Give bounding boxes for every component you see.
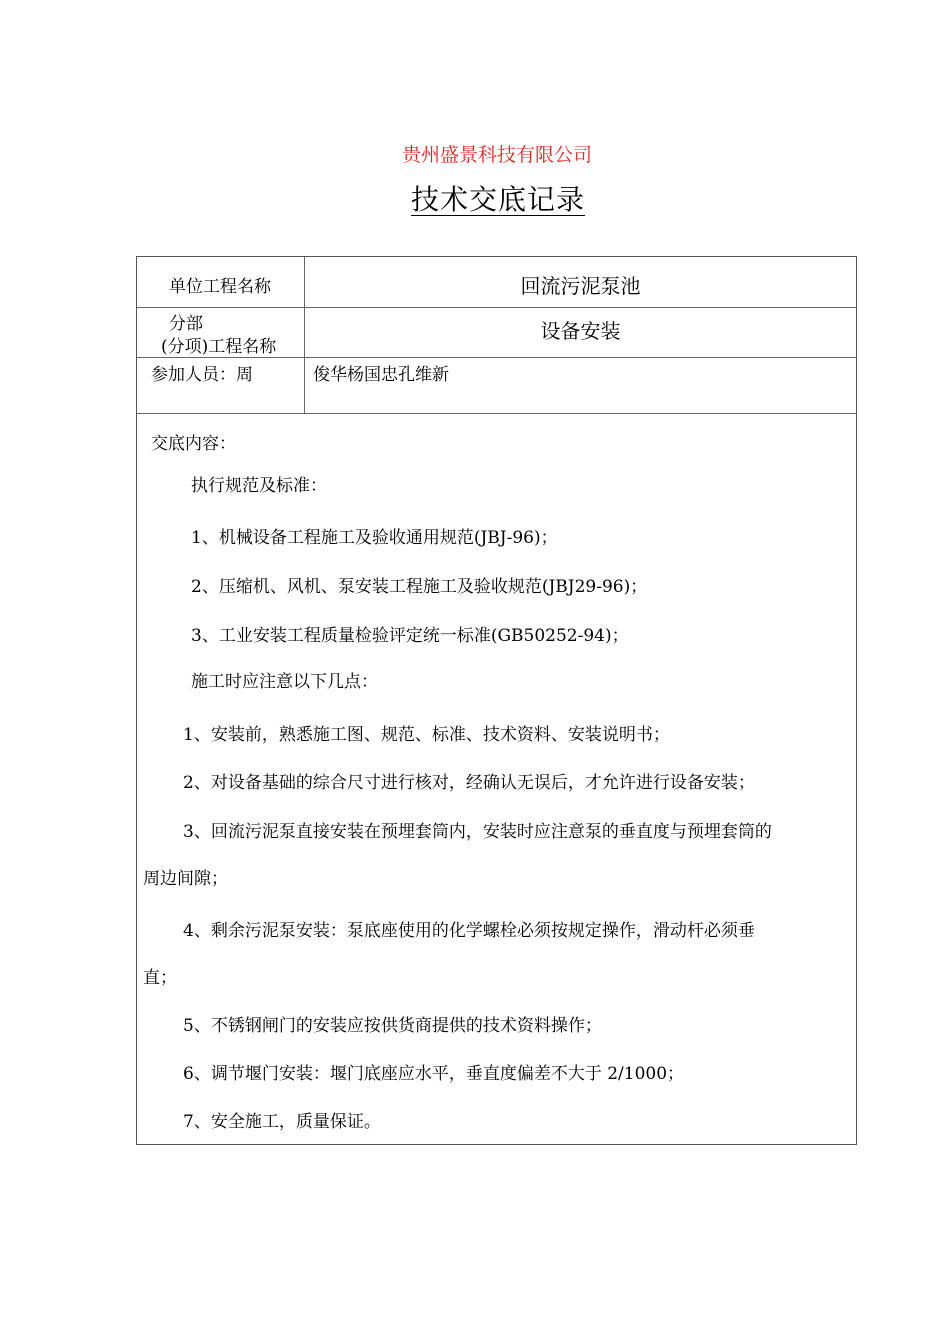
- document-title: [0, 178, 950, 218]
- unit-project-label: 单位工程名称: [169, 277, 271, 297]
- note-item: 5、不锈钢闸门的安装应按供货商提供的技术资料操作；: [183, 1016, 602, 1036]
- standards-heading: 执行规范及标准：: [191, 476, 327, 496]
- note-item-continuation: 周边间隙；: [143, 869, 228, 889]
- standard-item: 1、机械设备工程施工及验收通用规范(JBJ-96)；: [191, 528, 558, 548]
- note-item: 2、对设备基础的综合尺寸进行核对，经确认无误后，才允许进行设备安装；: [183, 773, 755, 793]
- sub-project-label-line2: (分项)工程名称: [161, 337, 277, 357]
- participants-label: 参加人员：周: [151, 365, 253, 385]
- row-divider: [137, 357, 856, 358]
- document-title-text: 技术交底记录: [410, 183, 585, 216]
- notes-heading: 施工时应注意以下几点：: [191, 672, 378, 692]
- content-label: 交底内容：: [151, 434, 236, 454]
- standard-item: 2、压缩机、风机、泵安装工程施工及验收规范(JBJ29-96)；: [191, 577, 648, 597]
- row-divider: [137, 307, 856, 308]
- row-divider: [137, 413, 856, 414]
- note-item: 3、回流污泥泵直接安装在预埋套筒内，安装时应注意泵的垂直度与预埋套筒的: [183, 822, 772, 842]
- note-item: 4、剩余污泥泵安装：泵底座使用的化学螺栓必须按规定操作，滑动杆必须垂: [183, 921, 755, 941]
- note-item: 6、调节堰门安装：堰门底座应水平，垂直度偏差不大于 2/1000；: [183, 1064, 685, 1084]
- standard-item: 3、工业安装工程质量检验评定统一标准(GB50252-94)；: [191, 626, 629, 646]
- company-name: 贵州盛景科技有限公司: [401, 144, 592, 166]
- note-item-continuation: 直；: [143, 968, 177, 988]
- sub-project-label-line1: 分部: [169, 314, 203, 334]
- note-item: 1、安装前，熟悉施工图、规范、标准、技术资料、安装说明书；: [183, 725, 670, 745]
- participants-value: 俊华杨国忠孔维新: [313, 365, 449, 385]
- unit-project-value: 回流污泥泵池: [520, 274, 641, 298]
- note-item: 7、安全施工，质量保证。: [183, 1112, 381, 1132]
- record-table: [136, 256, 857, 1145]
- sub-project-value: 设备安装: [540, 319, 621, 343]
